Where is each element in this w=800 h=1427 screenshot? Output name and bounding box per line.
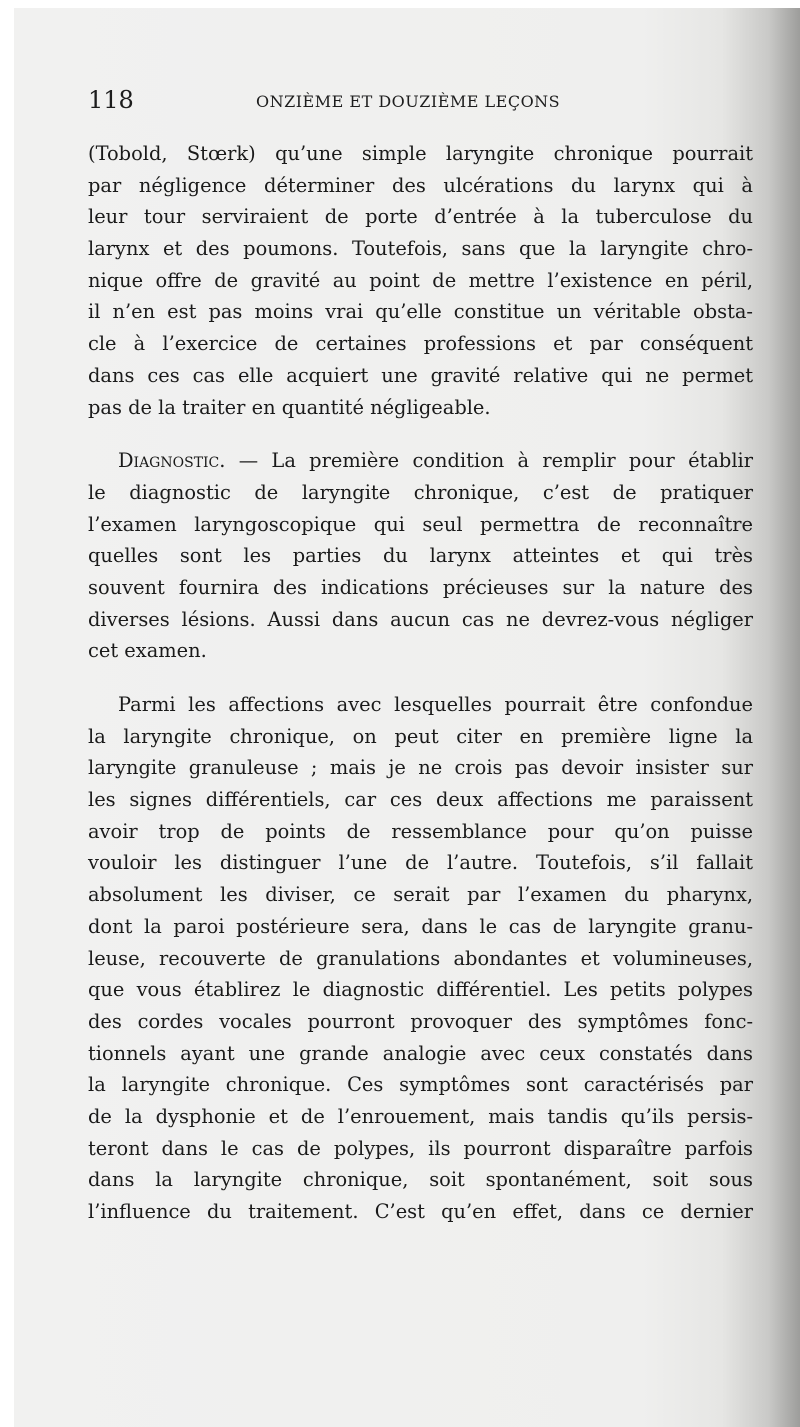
text-line: souvent fournira des indications précieuses sur la nature des (88, 575, 753, 599)
text-line: teront dans le cas de polypes, ils pourront disparaître parfois (88, 1136, 753, 1160)
paragraph-diagnostic (88, 445, 753, 667)
text-line: il n’en est pas moins vrai qu’elle constitue un véritable obsta- (88, 300, 753, 324)
page-number: 118 (88, 86, 134, 114)
body-text (88, 138, 753, 1250)
text-line: cet examen. (88, 639, 207, 663)
text-line: pas de la traiter en quantité négligeable. (88, 395, 491, 419)
text-line: absolument les diviser, ce serait par l’examen du pharynx, (88, 883, 753, 907)
text-line: les signes différentiels, car ces deux affections me paraissent (88, 788, 753, 812)
text-line: vouloir les distinguer l’une de l’autre. Toutefois, s’il fallait (88, 851, 753, 875)
text-line: diverses lésions. Aussi dans aucun cas ne devrez-vous négliger (88, 607, 753, 631)
section-lead: Diagnostic. (118, 449, 226, 473)
page-header (88, 86, 748, 126)
text-line: cle à l’exercice de certaines professions et par conséquent (88, 332, 753, 356)
paragraph-1 (88, 138, 753, 423)
text-line: larynx et des poumons. Toutefois, sans que la laryngite chro- (88, 237, 753, 261)
book-page (14, 8, 800, 1427)
text-line: la laryngite chronique, on peut citer en première ligne la (88, 724, 753, 748)
text-line: nique offre de gravité au point de mettre l’existence en péril, (88, 268, 753, 292)
text-line: avoir trop de points de ressemblance pour qu’on puisse (88, 819, 753, 843)
text-line (88, 445, 753, 477)
running-title: ONZIÈME ET DOUZIÈME LEÇONS (256, 92, 561, 111)
text-line: l’examen laryngoscopique qui seul permettra de reconnaître (88, 512, 753, 536)
text-line: que vous établirez le diagnostic différentiel. Les petits polypes (88, 978, 753, 1002)
paragraph-3 (88, 689, 753, 1228)
text-line: Parmi les affections avec lesquelles pourrait être confondue (118, 693, 753, 716)
text-line: dans la laryngite chronique, soit spontanément, soit sous (88, 1168, 753, 1192)
text-line: tionnels ayant une grande analogie avec ceux constatés dans (88, 1041, 753, 1065)
text-line: le diagnostic de laryngite chronique, c’est de pratiquer (88, 480, 753, 504)
text-line: leuse, recouverte de granulations abondantes et volumineuses, (88, 946, 753, 970)
text-fragment: — La première condition à remplir pour établir (225, 449, 753, 473)
text-line: la laryngite chronique. Ces symptômes sont caractérisés par (88, 1073, 753, 1097)
text-line: par négligence déterminer des ulcérations du larynx qui à (88, 173, 753, 197)
text-line: laryngite granuleuse ; mais je ne crois pas devoir insister sur (88, 756, 753, 780)
text-line: (Tobold, Stœrk) qu’une simple laryngite chronique pourrait (88, 142, 753, 165)
text-line: quelles sont les parties du larynx atteintes et qui très (88, 544, 753, 568)
text-line: dans ces cas elle acquiert une gravité relative qui ne permet (88, 363, 753, 387)
text-line: dont la paroi postérieure sera, dans le cas de laryngite granu- (88, 914, 753, 938)
text-line: des cordes vocales pourront provoquer des symptômes fonc- (88, 1009, 753, 1033)
text-line: l’influence du traitement. C’est qu’en effet, dans ce dernier (88, 1200, 753, 1223)
text-line: leur tour serviraient de porte d’entrée à la tuberculose du (88, 205, 753, 229)
text-line: de la dysphonie et de l’enrouement, mais tandis qu’ils persis- (88, 1104, 753, 1128)
